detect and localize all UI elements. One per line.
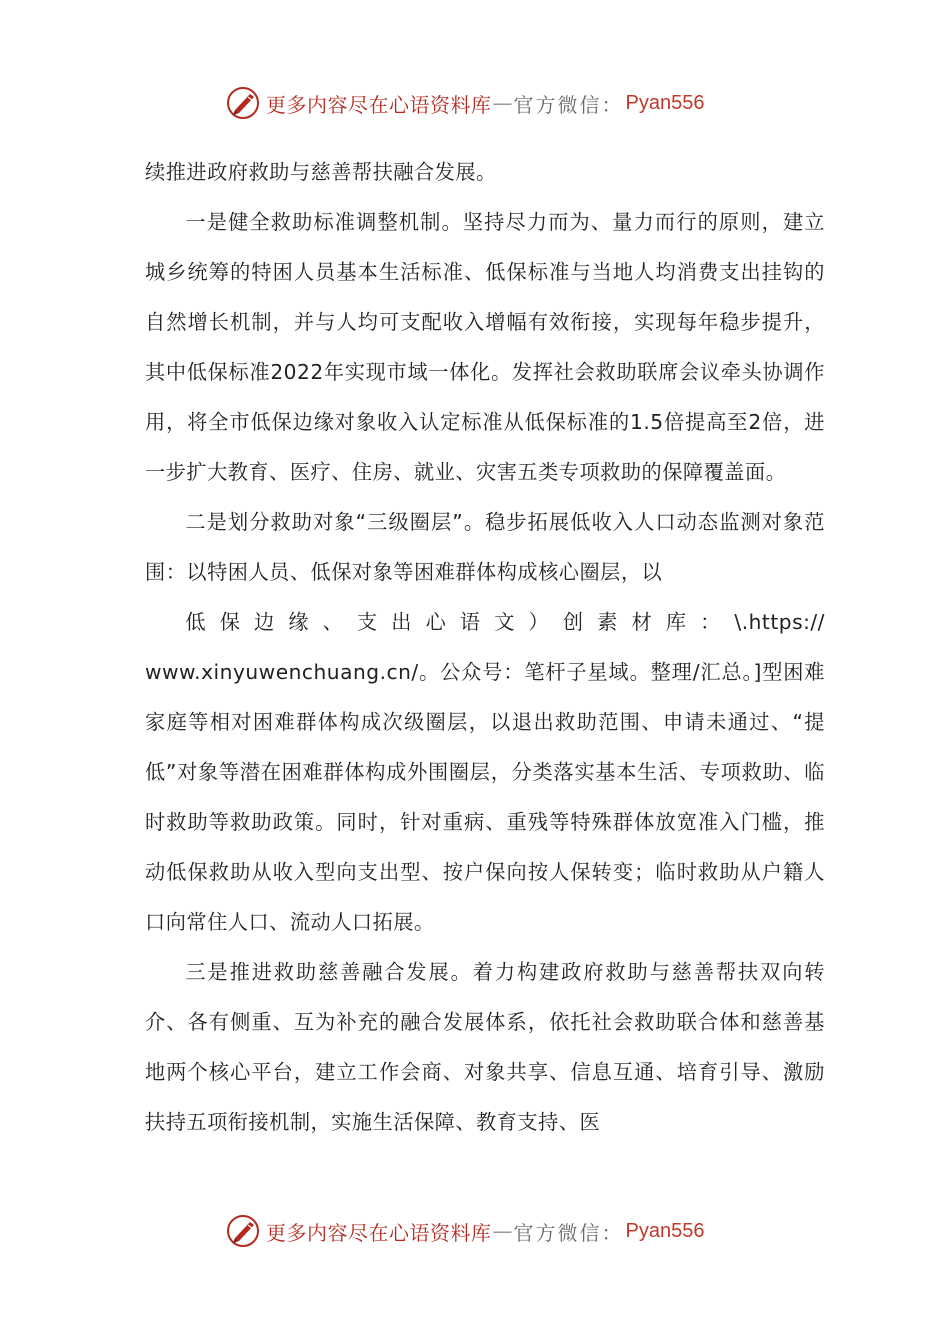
- header-brand-text: 更多内容尽在心语资料库: [266, 92, 492, 117]
- pen-logo-icon: [226, 85, 262, 121]
- document-body: [145, 147, 825, 1147]
- footer-brand-text: 更多内容尽在心语资料库: [266, 1220, 492, 1245]
- paragraph-circles-rest: www.xinyuwenchuang.cn/。公众号：笔杆子星域。整理/汇总。]型困难家庭等相对困难群体构成次级圈层，以退出救助范围、申请未通过、“提低”对象等潜在困难群体构成外围圈层，分类落实基本生活、专项救助、临时救助等救助政策。同时，针对重病、重残等特殊群体放宽准入门槛，推动低保救助从收入型向支出型、按户保向按人保转变；临时救助从户籍人口向常住人口、流动人口拓展。: [145, 660, 825, 934]
- pen-logo-icon: [226, 1213, 262, 1249]
- paragraph-circles: [145, 497, 825, 947]
- paragraph-continued: 续推进政府救助与慈善帮扶融合发展。: [145, 160, 497, 184]
- header-watermark-banner: [226, 83, 704, 123]
- footer-wechat-id: Pyan556: [625, 1219, 705, 1242]
- paragraph-circles-start: 二是划分救助对象“三级圈层”。稳步拓展低收入人口动态监测对象范围：以特困人员、低保对象等困难群体构成核心圈层，以: [145, 510, 825, 584]
- paragraph-standards: 一是健全救助标准调整机制。坚持尽力而为、量力而行的原则，建立城乡统筹的特困人员基本生活标准、低保标准与当地人均消费支出挂钩的自然增长机制，并与人均可支配收入增幅有效衔接，实现每年稳步提升，其中低保标准2022年实现市域一体化。发挥社会救助联席会议牵头协调作用，将全市低保边缘对象收入认定标准从低保标准的1.5倍提高至2倍，进一步扩大教育、医疗、住房、就业、灾害五类专项救助的保障覆盖面。: [145, 210, 825, 484]
- header-wechat-id: Pyan556: [625, 91, 705, 114]
- footer-wechat-label: 官方微信：: [513, 1220, 624, 1245]
- paragraph-circles-spread-line: 低保边缘、支出心语文）创素材库：\.https://: [185, 610, 825, 634]
- header-dash: —: [492, 91, 513, 115]
- header-wechat-label: 官方微信：: [513, 92, 624, 117]
- footer-dash: —: [492, 1219, 513, 1243]
- footer-watermark-banner: [226, 1211, 704, 1251]
- paragraph-charity: 三是推进救助慈善融合发展。着力构建政府救助与慈善帮扶双向转介、各有侧重、互为补充的融合发展体系，依托社会救助联合体和慈善基地两个核心平台，建立工作会商、对象共享、信息互通、培育引导、激励扶持五项衔接机制，实施生活保障、教育支持、医: [145, 960, 825, 1134]
